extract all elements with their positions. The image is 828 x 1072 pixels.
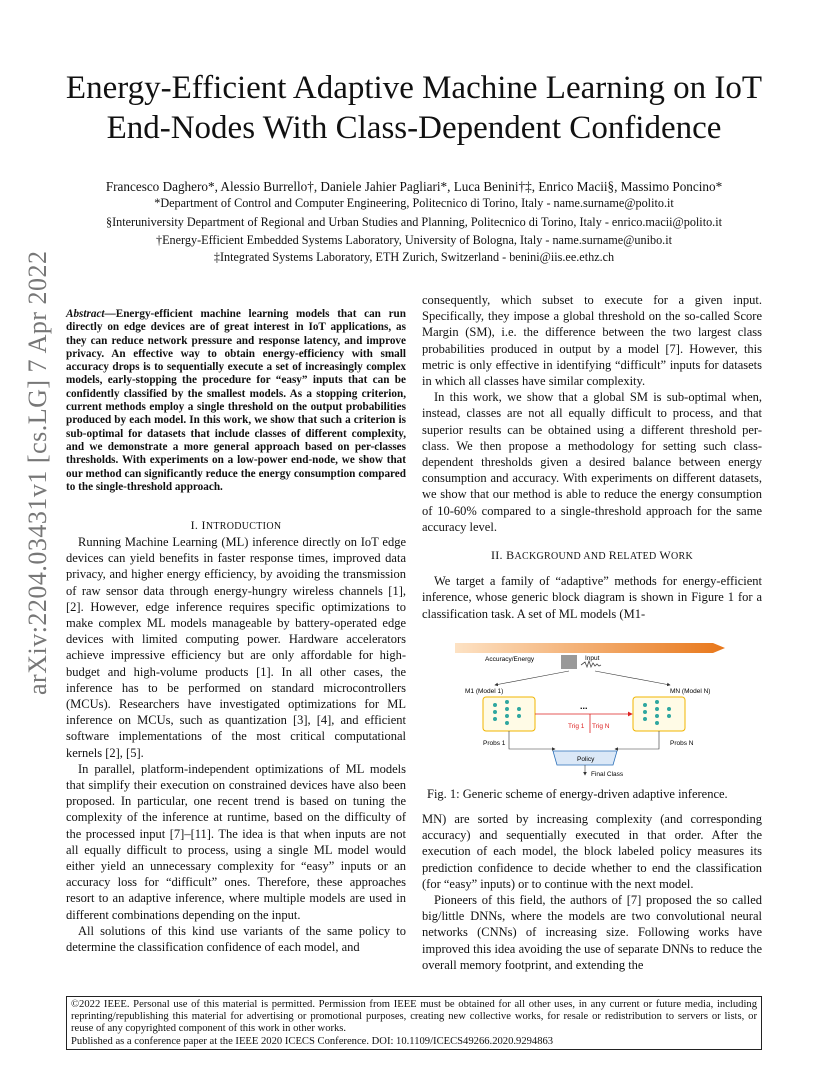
final-class-label: Final Class (591, 771, 624, 778)
paragraph-right-5: Pioneers of this field, the authors of [7] proposed the so called big/little DNNs, where the models are two convolutional neural networks (CNNs) of increasing size. Following works have improved this idea avoiding the use of separate DNNs to reduce the overall memory footprint, and extending the (422, 893, 762, 972)
affiliation-1: *Department of Control and Computer Engineering, Politecnico di Torino, Italy - name.surname@polito.it (154, 196, 674, 210)
paragraph-right-4: MN) are sorted by increasing complexity (and corresponding accuracy) and sequentially executed in that order. After the execution of each model, the block labeled policy measures its prediction confidence to decide whether to end the classification (for “easy” inputs) or to continue with the next model. (422, 812, 762, 891)
affiliation-2: §Interuniversity Department of Regional and Urban Studies and Planning, Politecnico di Torino, Italy - enrico.macii@polito.it (105, 215, 722, 229)
arxiv-stamp: arXiv:2204.03431v1 [cs.LG] 7 Apr 2022 (23, 250, 52, 695)
input-to-m1-arrow (495, 671, 569, 685)
copyright-footer (66, 996, 762, 1050)
mn-label: MN (Model N) (670, 688, 711, 695)
copyright-notice: ©2022 IEEE. Personal use of this material is permitted. Permission from IEEE must be obtained for all other uses, in any current or future media, including reprinting/republishing this material for advertising or promotional purposes, creating new collective works, for resale or redistribution to servers or lists, or reuse of any copyrighted component of this work in other works. (71, 999, 757, 1035)
paragraph-intro-3: All solutions of this kind use variants of the same policy to determine the classification confidence of each model, and (66, 923, 406, 955)
affiliation-4: ‡Integrated Systems Laboratory, ETH Zurich, Switzerland - benini@iis.ee.ethz.ch (213, 250, 615, 264)
right-column-bottom (422, 811, 762, 973)
input-image-icon (561, 655, 577, 669)
probs-1-label: Probs 1 (483, 740, 506, 747)
abstract-text: —Energy-efficient machine learning models that can run directly on edge devices are of great interest in IoT applications, as they can reduce network pressure and response latency, and improve privacy. An effective way to obtain energy-efficiency with small accuracy drops is to sequentially execute a set of increasingly complex models, early-stopping the procedure for “easy” inputs that can be confidently classified by the smallest models. As a stopping criterion, current methods employ a single threshold on the output probabilities produced by each model. In this work, we show that such a criterion is sub-optimal for datasets that include classes of different complexity, and we demonstrate a more general approach based on per-classes thresholds. With experiments on a low-power end-node, we show that our method can significantly reduce the energy consumption compared to the single-threshold approach. (66, 308, 406, 493)
model-n-box (633, 697, 685, 731)
model-1-box (483, 697, 535, 731)
paragraph-intro-1: Running Machine Learning (ML) inference directly on IoT edge devices can yield benefits in faster response times, improved data privacy, and higher energy efficiency, by avoiding the transmission of raw sensor data through energy-hungry wireless channels [1], [2]. However, edge inference requires specific optimizations to make complex ML models manageable by battery-operated edge devices with limited computing power. Hardware accelerators achieve impressive efficiency but are only affordable for high-budget and high-volume products [1]. In all other cases, the inference has to be performed on standard microcontrollers (MCUs). Researchers have investigated optimizations for ML inference on MCUs, such as quantization [3], [4], and efficient software implementations of the most critical computational kernels [2], [5]. (66, 535, 406, 760)
m1-label: M1 (Model 1) (465, 688, 504, 695)
probs-1-arrow (509, 731, 555, 749)
affiliation-3: †Energy-Efficient Embedded Systems Laboratory, University of Bologna, Italy - name.surname@unibo.it (156, 233, 672, 247)
trig-1-label: Trig 1 (568, 723, 585, 730)
title-line-1: Energy-Efficient Adaptive Machine Learning on IoT (65, 70, 763, 106)
abstract (66, 308, 406, 494)
input-to-mn-arrow (595, 671, 670, 685)
paragraph-intro-2: In parallel, platform-independent optimizations of ML models that simplify their execution on constrained devices have also been proposed. In particular, one recent trend is based on tuning the complexity of the inference at runtime, based on the difficulty of the processed input [7]–[11]. The idea is that when inputs are not all equally difficult to process, using a single ML model would either yield an unnecessary complexity for “easy” inputs or an accuracy loss for “difficult” ones. Therefore, these approaches resort to an adaptive inference, where multiple models are used in different combinations depending on the input. (66, 761, 406, 922)
input-label: Input (585, 655, 600, 662)
accuracy-energy-arrow (455, 643, 725, 653)
policy-label: Policy (577, 756, 595, 763)
paragraph-right-2: In this work, we show that a global SM is sub-optimal when, instead, classes are not all equally difficult to process, and that superior results can be obtained using a different threshold per-class. We then propose a methodology for setting such class-dependent thresholds given a desired balance between energy consumption and accuracy. With experiments on different datasets, we show that our method is able to reduce the energy consumption of 10-60% compared to a single-threshold approach for the same accuracy level. (422, 390, 762, 534)
paragraph-right-3: We target a family of “adaptive” methods for energy-efficient inference, whose generic block diagram is shown in Figure 1 for a classification task. A set of ML models (M1- (422, 574, 762, 621)
figure-1-caption: Fig. 1: Generic scheme of energy-driven adaptive inference. (427, 787, 728, 801)
author-list: Francesco Daghero*, Alessio Burrello†, Daniele Jahier Pagliari*, Luca Benini†‡, Enrico Macii§, Massimo Poncino* (105, 179, 723, 194)
ellipsis: ... (580, 701, 588, 711)
probs-n-label: Probs N (670, 740, 694, 747)
probs-n-arrow (615, 731, 659, 749)
left-column-body (66, 534, 406, 955)
publication-note: Published as a conference paper at the IEEE 2020 ICECS Conference. DOI: 10.1109/ICECS49266.2020.9294863 (71, 1035, 554, 1047)
accuracy-energy-label: Accuracy/Energy (485, 656, 535, 663)
figure-1-diagram (455, 641, 725, 781)
section-2-heading: II. BACKGROUND AND RELATED WORK (490, 548, 694, 563)
paper-title (40, 68, 788, 148)
paragraph-right-1: consequently, which subset to execute for a given input. Specifically, they impose a global threshold on the so-called Score Margin (SM), i.e. the difference between the two largest class probabilities produced in output by a model [7]. However, this metric is only effective in identifying “difficult” inputs for datasets in which all classes have similar complexity. (422, 293, 762, 389)
abstract-label: Abstract (66, 308, 105, 320)
section-1-heading: I. INTRODUCTION (190, 518, 282, 532)
trig-n-label: Trig N (592, 723, 610, 730)
right-column-top (422, 292, 762, 622)
title-line-2: End-Nodes With Class-Dependent Confidence (106, 110, 722, 146)
